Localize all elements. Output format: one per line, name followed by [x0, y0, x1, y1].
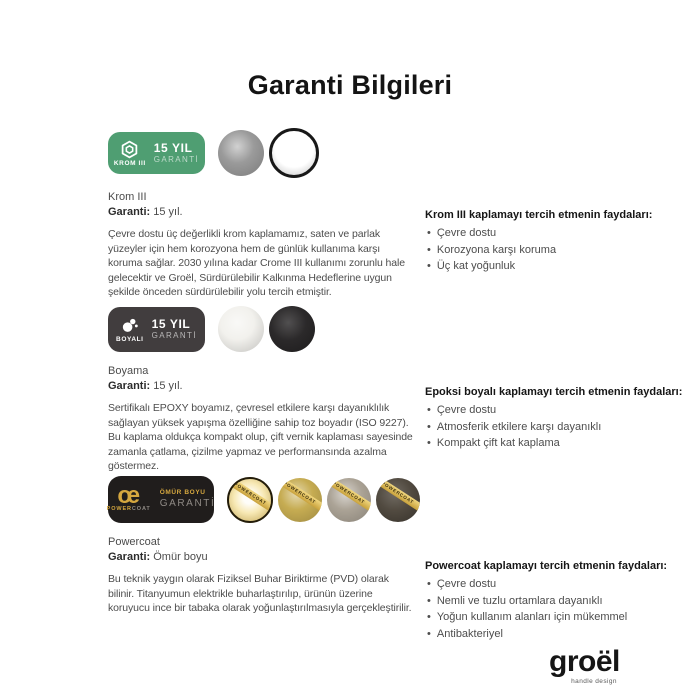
benefit-item: • Çevre dostu: [427, 402, 692, 419]
boyama-benefits-list: [425, 402, 692, 452]
badge-text: [152, 318, 197, 340]
benefit-item: • Nemli ve tuzlu ortamlara dayanıklı: [427, 593, 692, 610]
boyama-badge-icon-wrap: [116, 316, 144, 343]
boyama-left-column: [108, 306, 425, 474]
boyama-benefits-column: [425, 386, 692, 474]
boyama-benefits-title: Epoksi boyalı kaplamayı tercih etmenin faydaları:: [425, 386, 683, 398]
badge-label: KROM III: [113, 159, 146, 167]
krom-heading: Krom III: [108, 191, 147, 203]
section-krom-iii: [108, 128, 692, 300]
boyama-swatches: [218, 306, 315, 352]
powercoat-logo-wrap: [106, 482, 151, 513]
swatch-black-paint: [269, 306, 315, 352]
benefit-item: • Atmosferik etkilere karşı dayanıklı: [427, 419, 692, 436]
powercoat-swatches: [227, 477, 420, 523]
boyama-heading: Boyama: [108, 365, 149, 377]
benefit-item: • Korozyona karşı koruma: [427, 242, 692, 259]
swatch-dark-bronze: [376, 478, 420, 522]
boyama-badge-row: [108, 306, 425, 352]
benefit-item: • Çevre dostu: [427, 225, 692, 242]
powercoat-warranty-line: [108, 551, 425, 563]
krom-warranty-badge: [108, 132, 205, 174]
boyama-warranty-badge: [108, 307, 205, 352]
badge-guarantee: GARANTİ: [151, 331, 197, 340]
swatch-polished-gold: [227, 477, 273, 523]
page-title: Garanti Bilgileri: [247, 70, 453, 101]
warranty-label: Garanti:: [108, 206, 151, 218]
krom-badge-icon-wrap: [114, 140, 146, 167]
krom-left-column: [108, 128, 425, 300]
badge-label: BOYALI: [116, 335, 144, 343]
swatch-matte-gold: [278, 478, 322, 522]
groel-tagline: handle design: [571, 678, 617, 685]
paint-splat-icon: [120, 316, 140, 335]
benefit-item: • Üç kat yoğunluk: [427, 258, 692, 275]
benefit-item: • Yoğun kullanım alanları için mükemmel: [427, 609, 692, 626]
krom-benefits-column: [425, 209, 692, 300]
krom-badge-row: [108, 128, 425, 178]
krom-warranty-line: [108, 206, 425, 218]
powercoat-ribbon: POWERCOAT: [327, 478, 371, 514]
powercoat-benefits-list: [425, 576, 692, 642]
powercoat-warranty-badge: [108, 476, 214, 523]
powercoat-label-coat: COAT: [131, 506, 151, 513]
powercoat-label-power: POWER: [106, 506, 132, 513]
hexagon-crystal-icon: [120, 140, 139, 159]
badge-text: [160, 490, 216, 509]
powercoat-ribbon: POWERCOAT: [227, 477, 273, 514]
powercoat-badge-row: [108, 476, 425, 523]
powercoat-infinity-logo: œ: [117, 482, 140, 510]
badge-guarantee: GARANTİ: [159, 497, 216, 509]
badge-years: 15 YIL: [151, 317, 191, 331]
krom-swatches: [218, 128, 319, 178]
krom-description: Çevre dostu üç değerlikli krom kaplamamız, saten ve parlak yüzeyler için hem korozyona hem de günlük kullanıma karşı koruma sağlar. 2030 yılına kadar Crome III kullanımı zorunlu hale gelecektir ve Groël, Sürdürülebilir Kalkınma Hedeflerine uygun şekilde önceden sürdürülebilir yolu tercih etmiştir.: [108, 228, 405, 298]
boyama-description: Sertifikalı EPOXY boyamız, çevresel etkilere karşı dayanıklılık sağlayan yüksek yapışma özelliğine sahip toz boyadır (ISO 9227). Bu kaplama oldukça kompakt olup, çift vernik kaplaması sayesinde zamanla çatlama, çizilme yapmaz ve performansında azalma göstermez.: [108, 402, 413, 472]
powercoat-ribbon: POWERCOAT: [376, 478, 420, 514]
krom-benefits-title: Krom III kaplamayı tercih etmenin faydaları:: [425, 209, 653, 221]
warranty-label: Garanti:: [108, 551, 151, 563]
powercoat-heading: Powercoat: [108, 536, 160, 548]
warranty-value: 15 yıl.: [153, 380, 183, 392]
swatch-satin-chrome: [218, 130, 264, 176]
section-powercoat: [108, 476, 692, 642]
badge-duration: ÖMÜR BOYU: [159, 489, 206, 497]
section-boyama: [108, 306, 692, 474]
powercoat-label: [107, 507, 151, 513]
swatch-champagne: [327, 478, 371, 522]
swatch-white-paint: [218, 306, 264, 352]
powercoat-ribbon: POWERCOAT: [278, 478, 322, 514]
powercoat-benefits-column: [425, 560, 692, 642]
powercoat-description: Bu teknik yaygın olarak Fiziksel Buhar Biriktirme (PVD) olarak bilinir. Titanyumun elektrikle buharlaştırılıp, ürünün üzerine koruyucu ince bir tabaka olarak yoğunlaştırılmasıyla gerçekleştirilir.: [108, 573, 412, 614]
badge-years: 15 YIL: [153, 141, 193, 155]
powercoat-left-column: [108, 476, 425, 642]
powercoat-benefits-title: Powercoat kaplamayı tercih etmenin faydaları:: [425, 560, 668, 572]
benefit-item: • Kompakt çift kat kaplama: [427, 435, 692, 452]
krom-benefits-list: [425, 225, 692, 275]
warranty-value: Ömür boyu: [153, 551, 208, 563]
groel-logo: [549, 645, 620, 685]
warranty-value: 15 yıl.: [153, 206, 183, 218]
badge-text: [154, 142, 199, 164]
benefit-item: • Antibakteriyel: [427, 626, 692, 643]
swatch-polished-chrome: [269, 128, 319, 178]
boyama-warranty-line: [108, 380, 425, 392]
warranty-label: Garanti:: [108, 380, 151, 392]
badge-guarantee: GARANTİ: [153, 155, 200, 164]
benefit-item: • Çevre dostu: [427, 576, 692, 593]
groel-wordmark: groël: [549, 645, 620, 678]
